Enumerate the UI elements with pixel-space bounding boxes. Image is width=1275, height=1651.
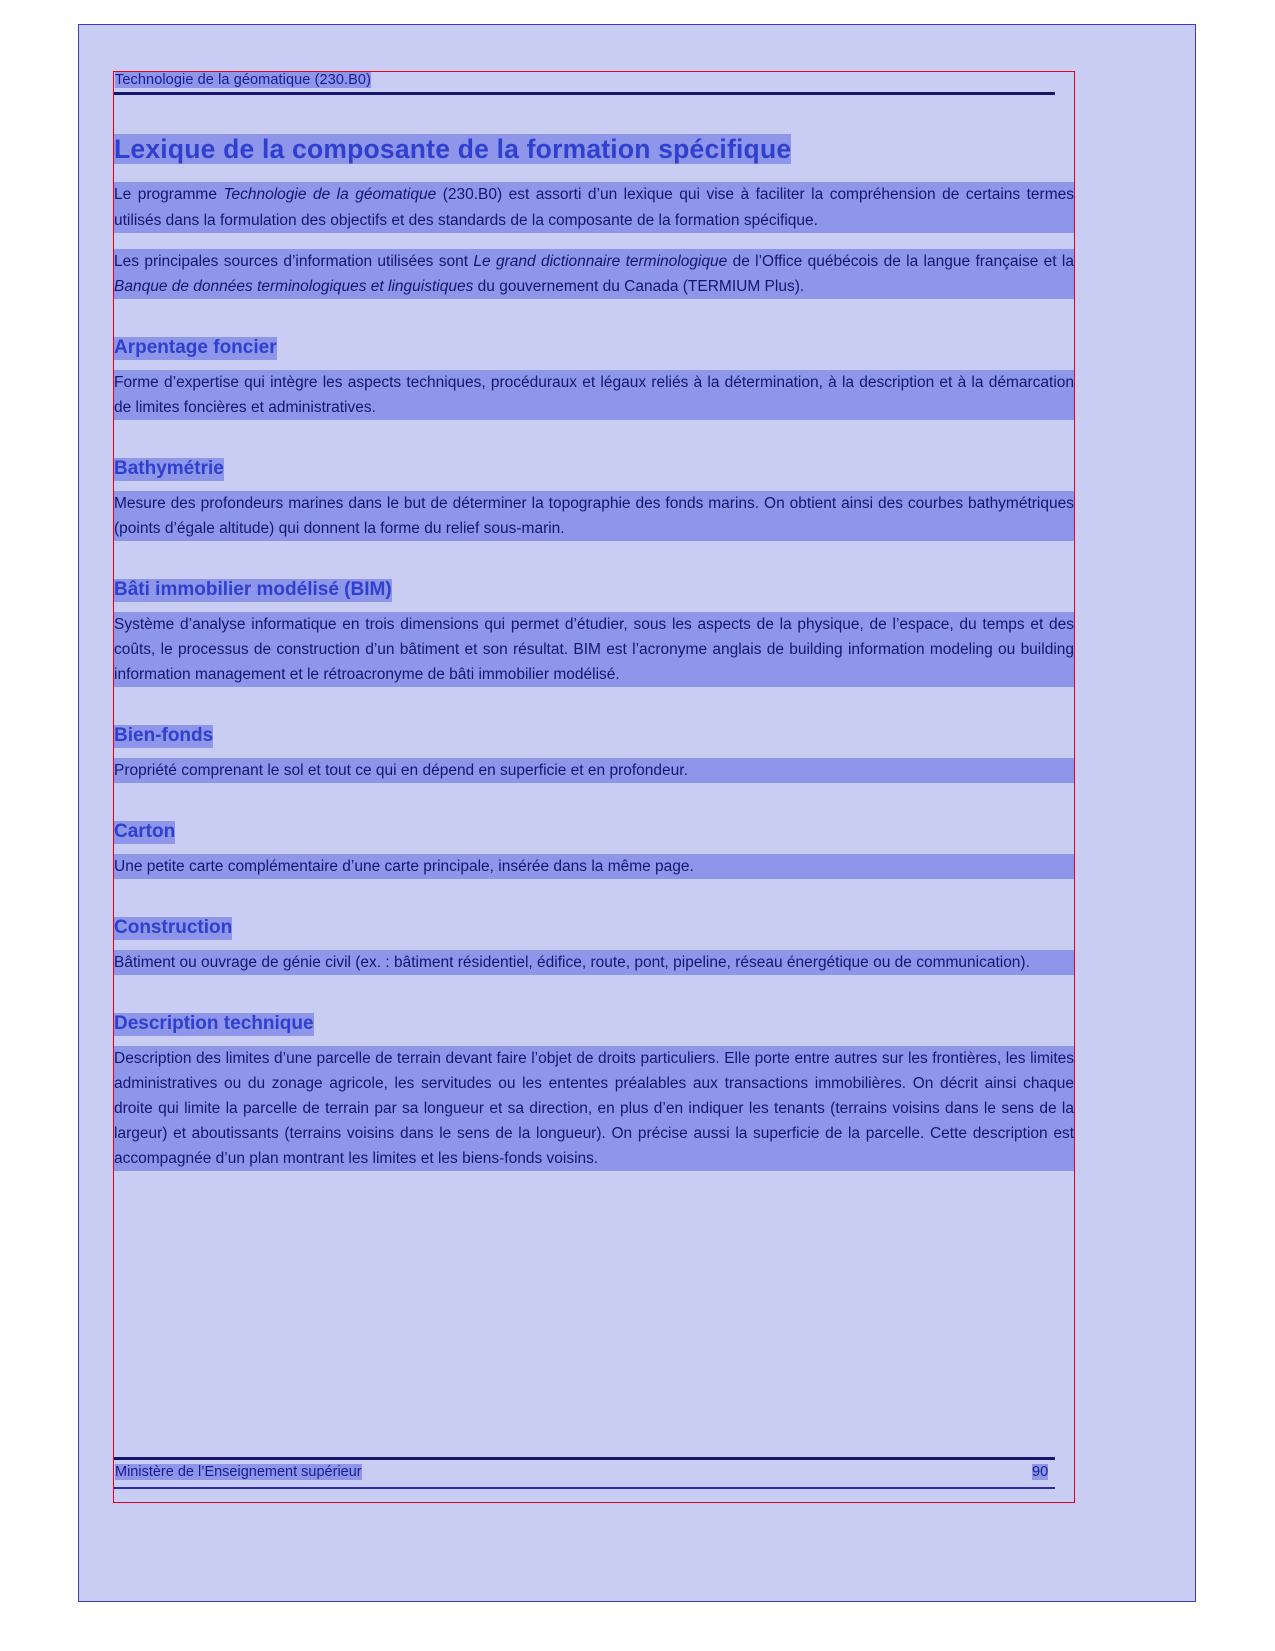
header-divider (114, 92, 1055, 95)
glossary-entry (114, 895, 1074, 975)
intro2-run-4-italic: Banque de données terminologiques et linguistiques (114, 277, 474, 295)
glossary-term: Description technique (114, 1012, 314, 1034)
glossary-term: Arpentage foncier (114, 336, 277, 358)
page-title: Lexique de la composante de la formation spécifique (114, 134, 792, 164)
glossary-term: Carton (114, 820, 176, 842)
glossary-term: Bien-fonds (114, 725, 214, 747)
glossary-definition: Description des limites d’une parcelle de terrain devant faire l’objet de droits particuliers. Elle porte entre autres sur les frontières, les limites administratives ou du zonage agricole, les servitudes ou les ententes préalables aux transactions immobilières. On décrit ainsi chaque droite qui limite la parcelle de terrain par sa longueur et sa direction, en plus d’en indiquer les tenants (terrains voisins dans le sens de la largeur) et aboutissants (terrains voisins dans le sens de la longueur). On précise aussi la superficie de la parcelle. Cette description est accompagnée d’un plan montrant les limites et les biens-fonds voisins. (114, 1046, 1074, 1172)
glossary-definition: Propriété comprenant le sol et tout ce qui en dépend en superficie et en profondeur. (114, 758, 1074, 783)
glossary-definition: Système d’analyse informatique en trois dimensions qui permet d’étudier, sous les aspects de la physique, de l’espace, du temps et des coûts, le processus de construction d’un bâtiment et son résultat. BIM est l’acronyme anglais de building information modeling ou building information management et le rétroacronyme de bâti immobilier modélisé. (114, 612, 1074, 687)
glossary-entry (114, 557, 1074, 687)
footer-organization: Ministère de l’Enseignement supérieur (115, 1464, 362, 1480)
intro-run-1: Le programme (114, 186, 224, 204)
glossary-entry (114, 436, 1074, 541)
glossary-entry (114, 703, 1074, 783)
intro-paragraph-1 (114, 182, 1074, 232)
glossary-entry (114, 315, 1074, 420)
page-footer (114, 1457, 1074, 1499)
glossary-definition: Mesure des profondeurs marines dans le but de déterminer la topographie des fonds marins. On obtient ainsi des courbes bathymétriques (points d’égale altitude) qui donnent la forme du relief sous-marin. (114, 491, 1074, 541)
page-header (114, 72, 1074, 96)
glossary-term: Construction (114, 916, 233, 938)
glossary-term: Bâti immobilier modélisé (BIM) (114, 578, 392, 600)
page-text-column (114, 72, 1074, 1502)
intro-paragraph-2 (114, 249, 1074, 299)
intro2-run-1: Les principales sources d’information utilisées sont (114, 252, 474, 270)
intro2-run-2-italic: Le grand dictionnaire terminologique (473, 252, 728, 270)
intro-run-3: (230.B0) est assorti d’un lexique qui vise à faciliter la compréhension de certains termes utilisés dans la formulation des objectifs et des standards de la composante de la formation spécifique. (114, 186, 1074, 229)
glossary-definition: Une petite carte complémentaire d’une carte principale, insérée dans la même page. (114, 854, 1074, 879)
intro-run-2-italic: Technologie de la géomatique (223, 186, 437, 204)
footer-page-number: 90 (1032, 1464, 1049, 1480)
glossary-definition: Bâtiment ou ouvrage de génie civil (ex. : bâtiment résidentiel, édifice, route, pont, pipeline, réseau énergétique ou de communication). (114, 950, 1074, 975)
intro2-run-5: du gouvernement du Canada (TERMIUM Plus). (473, 277, 805, 295)
glossary-definition: Forme d’expertise qui intègre les aspects techniques, procéduraux et légaux reliés à la détermination, à la description et à la démarcation de limites foncières et administratives. (114, 370, 1074, 420)
footer-underline (114, 1487, 1055, 1489)
glossary-entry (114, 799, 1074, 879)
footer-divider (114, 1457, 1055, 1460)
running-title: Technologie de la géomatique (230.B0) (115, 72, 372, 88)
glossary-term: Bathymétrie (114, 457, 224, 479)
glossary-entry (114, 991, 1074, 1171)
intro2-run-3: de l’Office québécois de la langue française et la (727, 252, 1074, 270)
page-body (114, 134, 1074, 1187)
